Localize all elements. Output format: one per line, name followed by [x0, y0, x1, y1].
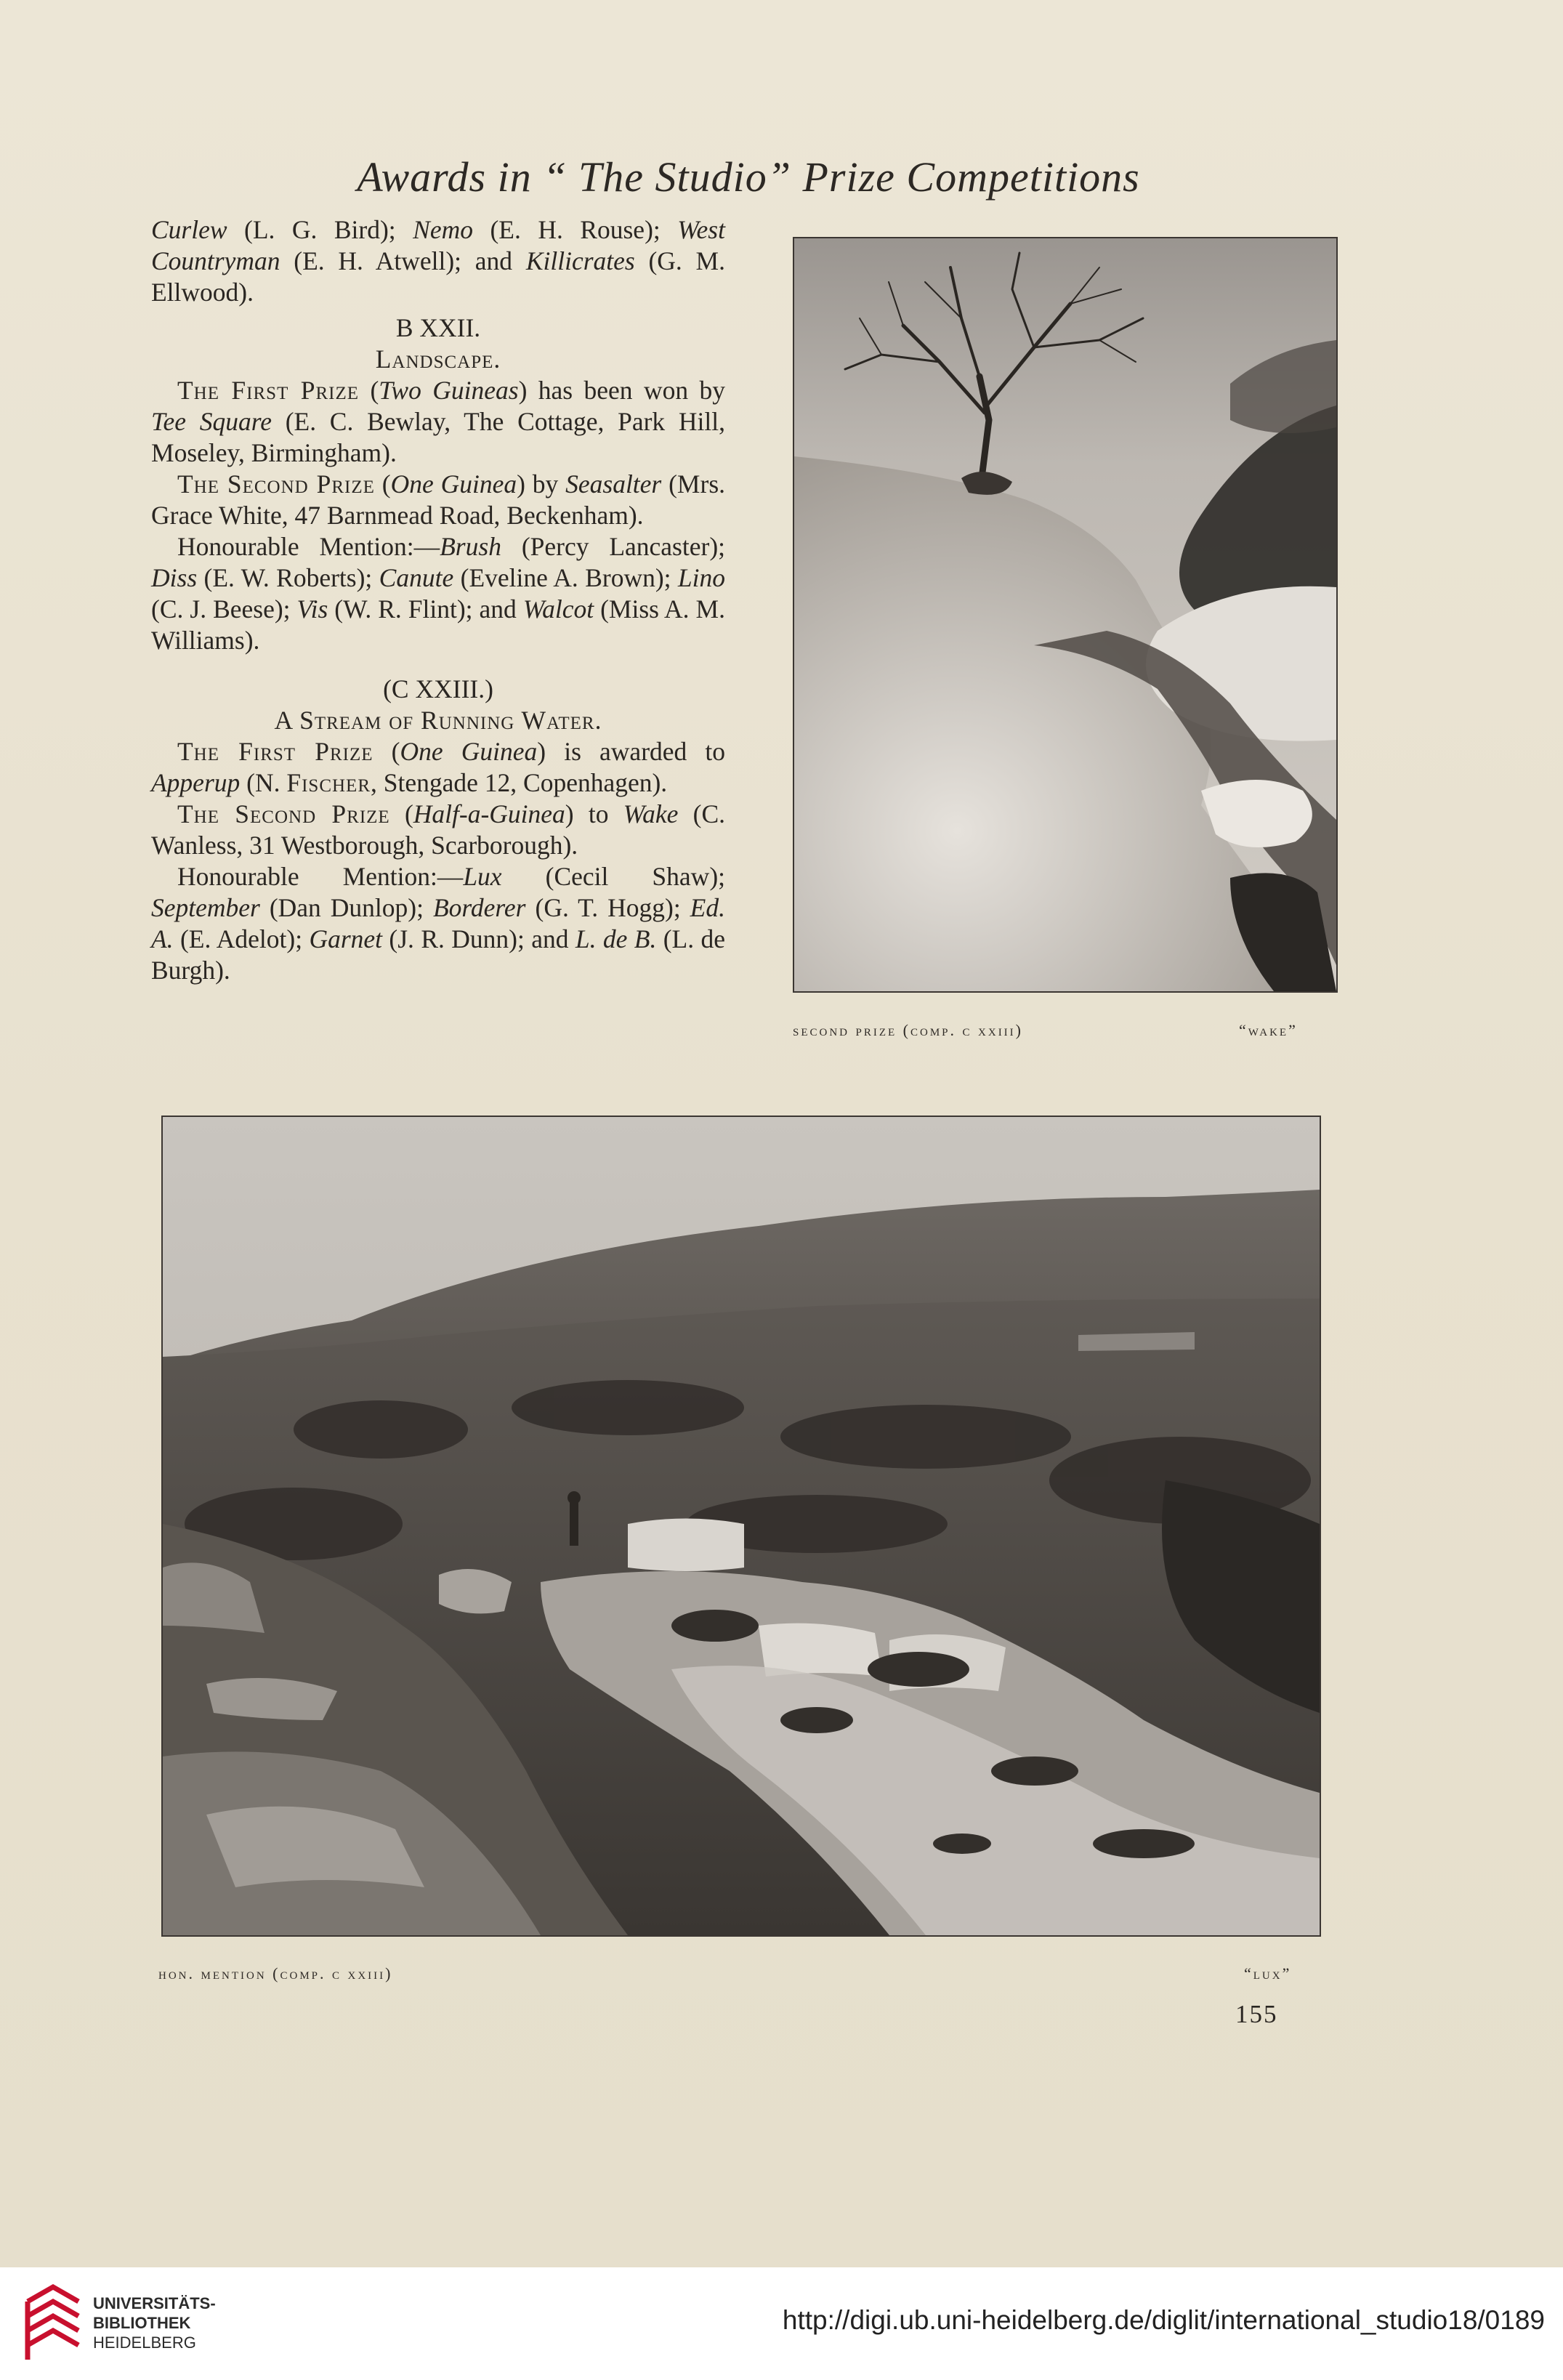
photo-wake-image [794, 238, 1336, 991]
library-logo-icon [20, 2283, 86, 2365]
section-title-landscape: Landscape. [375, 344, 501, 374]
caption-lux-title: “lux” [1244, 1964, 1292, 1982]
caption-wake-prize: second prize (comp. c xxiii) [793, 1021, 1023, 1039]
paragraph-cxxiii-first: The First Prize (One Guinea) is awarded to Apperup (N. Fischer, Stengade 12, Copenhagen). [151, 737, 726, 797]
photo-lux-image [163, 1117, 1320, 1935]
photo-wake [793, 237, 1338, 993]
section-number-cxxiii: (C XXIII.) [383, 674, 493, 703]
source-url-link[interactable]: http://digi.ub.uni-heidelberg.de/diglit/international_studio18/0189 [782, 2305, 1545, 2335]
footer-bar [0, 2267, 1563, 2380]
section-title-stream: A Stream of Running Water. [274, 706, 602, 735]
library-name: UNIVERSITÄTS- BIBLIOTHEK HEIDELBERG [93, 2294, 216, 2352]
running-head: Awards in “ The Studio” Prize Competitions [357, 153, 1140, 201]
paragraph-bxxii-hon: Honourable Mention:—Brush (Percy Lancaster); Diss (E. W. Roberts); Canute (Eveline A. Brown); Lino (C. J. Beese); Vis (W. R. Flint); and Walcot (Miss A. M. Williams). [151, 532, 726, 655]
paragraph-bxxii-second: The Second Prize (One Guinea) by Seasalter (Mrs. Grace White, 47 Barnmead Road, Beckenham). [151, 469, 726, 530]
paragraph-bxxii-first: The First Prize (Two Guineas) has been won by Tee Square (E. C. Bewlay, The Cottage, Park Hill, Moseley, Birmingham). [151, 376, 726, 467]
paragraph-cxxiii-hon: Honourable Mention:—Lux (Cecil Shaw); September (Dan Dunlop); Borderer (G. T. Hogg); Ed. A. (E. Adelot); Garnet (J. R. Dunn); and L. de B. (L. de Burgh). [151, 862, 725, 985]
page-number: 155 [1235, 2000, 1278, 2028]
paragraph-cxxiii-second: The Second Prize (Half-a-Guinea) to Wake (C. Wanless, 31 Westborough, Scarborough). [151, 799, 726, 860]
caption-lux-prize: hon. mention (comp. c xxiii) [158, 1964, 393, 1982]
paragraph-intro: Curlew (L. G. Bird); Nemo (E. H. Rouse); West Countryman (E. H. Atwell); and Killicrates (G. M. Ellwood). [151, 215, 725, 307]
caption-wake-title: “wake” [1239, 1021, 1298, 1039]
photo-lux [161, 1116, 1321, 1937]
text-column [151, 214, 725, 986]
section-number-bxxii: B XXII. [395, 313, 481, 342]
